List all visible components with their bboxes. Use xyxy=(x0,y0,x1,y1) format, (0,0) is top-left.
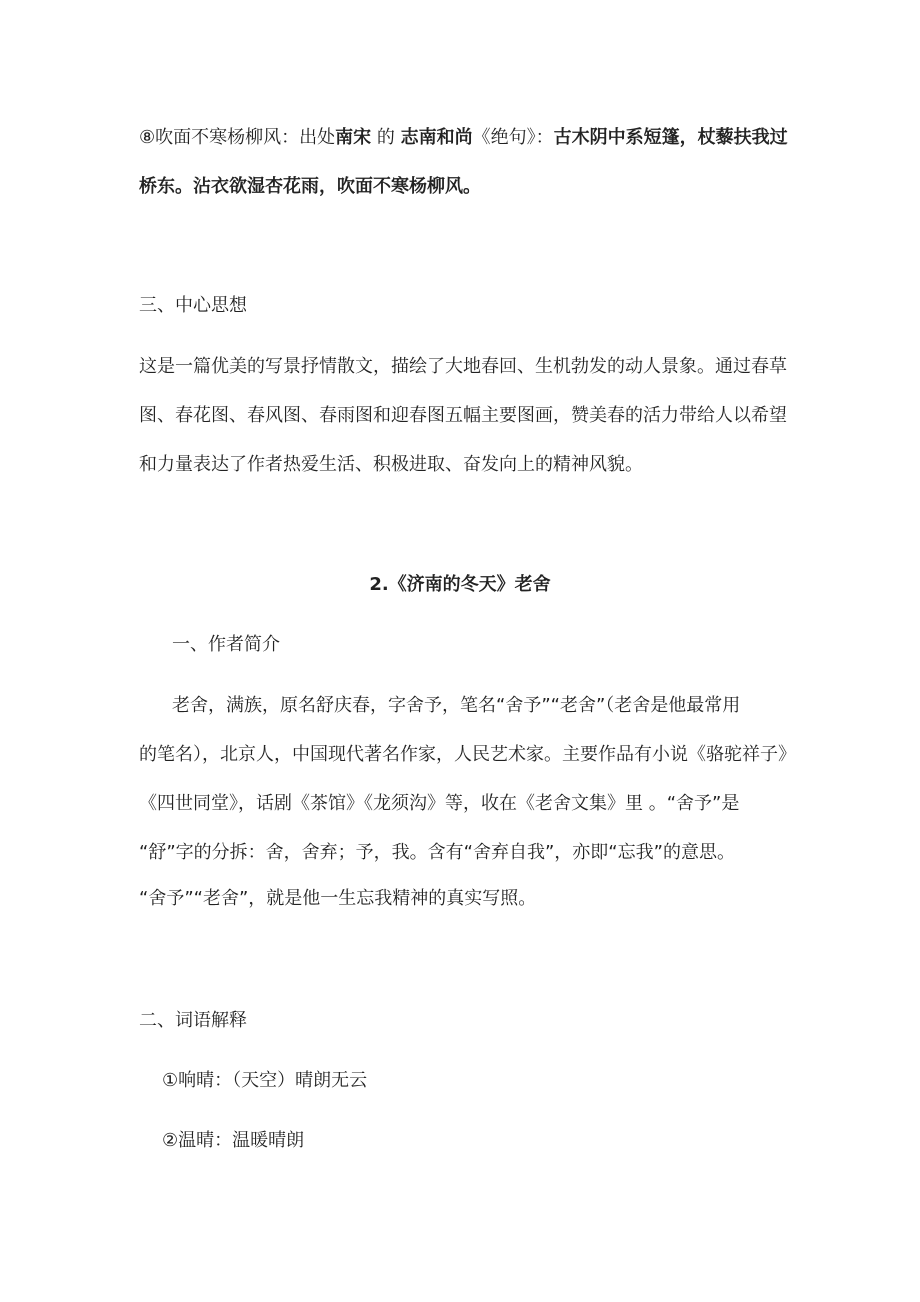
item-8-line-1 xyxy=(139,125,788,151)
paragraph-line: 《四世同堂》，话剧《茶馆》《龙须沟》等，收在《老舍文集》里 。“舍予”是 xyxy=(139,793,740,814)
item-8-text: ⑧吹面不寒杨柳风：出处 xyxy=(139,127,336,148)
paragraph-line: 和力量表达了作者热爱生活、积极进取、奋发向上的精神风貌。 xyxy=(139,454,643,475)
item-8-dynasty: 南宋 xyxy=(335,127,372,148)
section-heading-vocabulary: 二、词语解释 xyxy=(139,1010,247,1031)
item-8-text: 的 xyxy=(371,127,401,148)
lesson-title: 2.《济南的冬天》老舍 xyxy=(369,574,551,595)
item-8-line-2: 桥东。沾衣欲湿杏花雨，吹面不寒杨柳风。 xyxy=(139,176,481,197)
paragraph-line: 的笔名），北京人，中国现代著名作家，人民艺术家。主要作品有小说《骆驼祥子》 xyxy=(139,744,796,765)
section-heading-author: 一、作者简介 xyxy=(172,634,280,655)
vocab-item: ①响晴：（天空）晴朗无云 xyxy=(162,1070,368,1091)
section-heading-central-idea: 三、中心思想 xyxy=(139,295,247,316)
paragraph-line: “舍予”“老舍”，就是他一生忘我精神的真实写照。 xyxy=(139,888,537,909)
paragraph-line: “舒”字的分拆：舍，舍弃；予，我。含有“舍弃自我”，亦即“忘我”的意思。 xyxy=(139,842,735,863)
vocab-item: ②温晴：温暖晴朗 xyxy=(162,1130,305,1151)
item-8-poem: 古木阴中系短篷，杖藜扶我过 xyxy=(553,127,788,148)
item-8-work: 《绝句》： xyxy=(472,127,554,148)
paragraph-line: 这是一篇优美的写景抒情散文，描绘了大地春回、生机勃发的动人景象。通过春草 xyxy=(139,356,787,377)
paragraph-line: 老舍，满族，原名舒庆春，字舍予，笔名“舍予”“老舍”（老舍是他最常用 xyxy=(172,695,741,716)
paragraph-line: 图、春花图、春风图、春雨图和迎春图五幅主要图画，赞美春的活力带给人以希望 xyxy=(139,405,787,426)
item-8-author: 志南和尚 xyxy=(400,127,473,148)
